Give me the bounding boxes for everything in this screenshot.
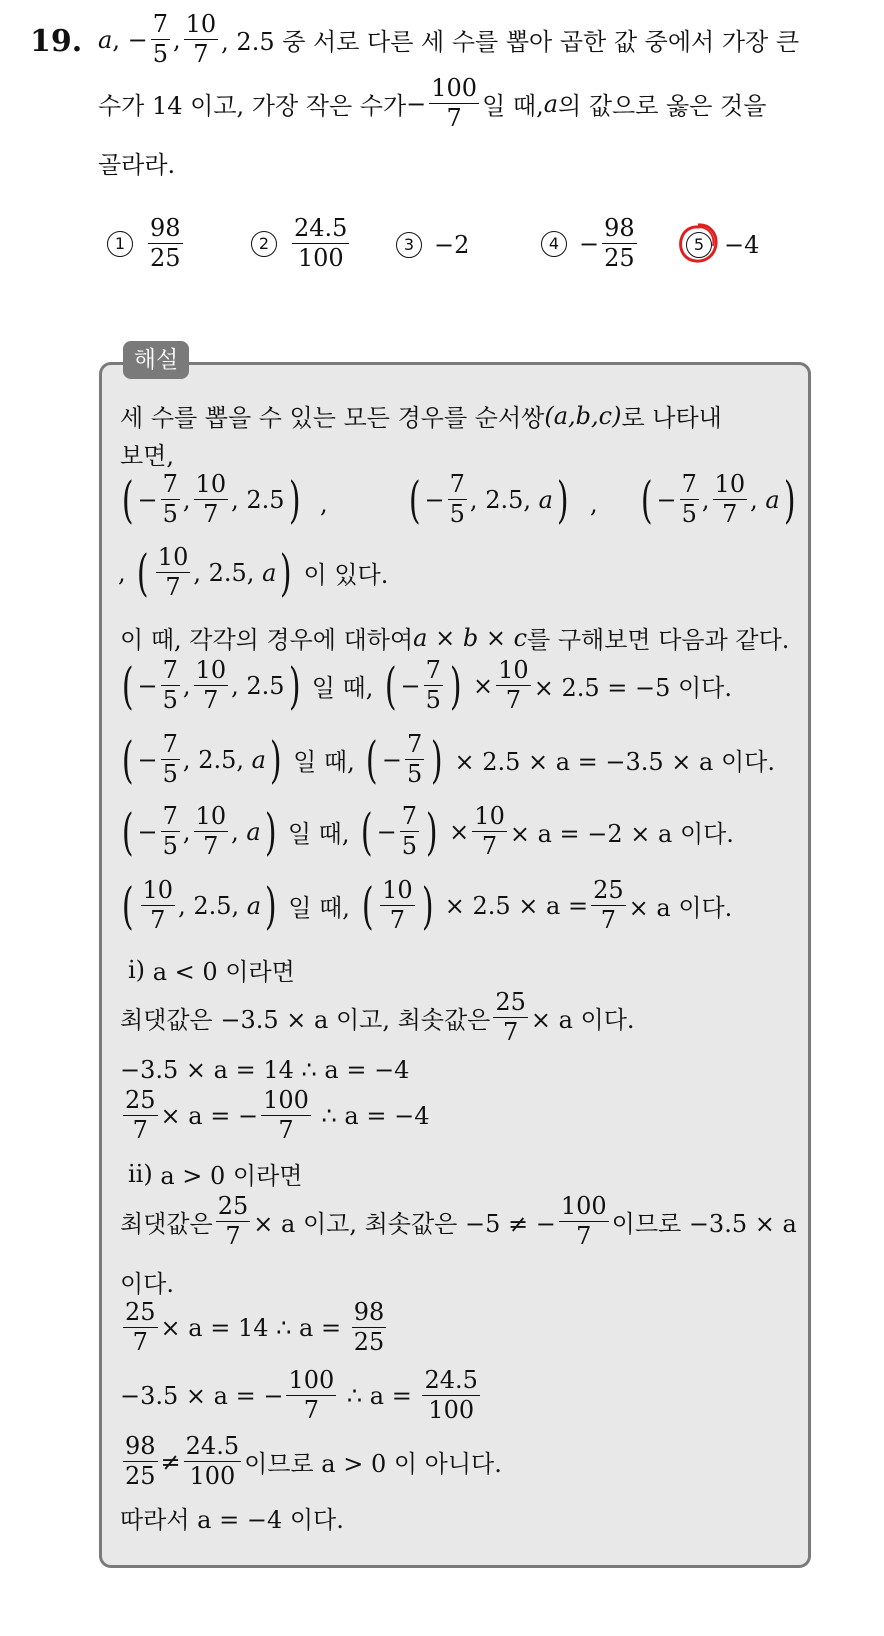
question-line-3: 골라라. [98,151,176,179]
option-2[interactable]: 2 24.5 100 [251,216,352,271]
solution-final: 따라서 a = −4 이다. [120,1506,344,1534]
question-line-1: a , − $\frac{7}{5}$ , 10 7 , 2.5 중 서로 다른 세 수를 뽑아 곱한 값 중에서 가장 큰 [98,10,800,69]
case-i-label: ⅰ) a < 0 이라면 [128,955,295,986]
option-3[interactable]: 3 −2 [396,231,469,259]
calc-line-2: ( − $\frac{7}{5}$ , 2.5 , a ) 일 때, ( − $\frac{7}{5}$ ) × 2.5 × a = −3.5 × a 이다. [121,730,775,789]
option-marker: 4 [541,231,567,257]
calc-line-1: ( − $\frac{7}{5}$ , 10 7 , 2.5 ) 일 때, ( − $\frac{7}{5}$ ) × $\frac{10}{7}$ × 2.5 = −5 이다. [121,656,732,715]
option-1[interactable]: 1 98 25 [107,216,186,271]
case-tuple-1: ( − $\frac{7}{5}$ , 10 7 , 2.5 ) [121,470,301,529]
option-5[interactable]: 5 −4 [686,231,759,259]
option-marker: 5 [686,232,712,258]
case-i-line-3: $\frac{25}{7}$ × a = − $\frac{100}{7}$ ∴ a = −4 [125,1086,430,1145]
option-marker: 2 [251,231,277,257]
case-ii-line-1: 최댓값은 $\frac{25}{7}$ × a 이고, 최솟값은 −5 ≠ − $\frac{100}{7}$ 이므로 −3.5 × a [120,1192,797,1251]
case-ii-line-4: −3.5 × a = − $\frac{100}{7}$ ∴ a = $\frac{24.5}{100}$ [120,1366,478,1425]
case-ii-line-2: 이다. [120,1270,174,1298]
calc-line-4: ( 10 7 , 2.5 , a ) 일 때, ( 10 7 ) × 2.5 × a = $\frac{25}{7}$ × a 이다. [121,876,733,935]
solution-tag: 해설 [123,341,189,379]
option-4[interactable]: 4 − $\frac{98}{25}$ [541,216,640,271]
fraction: 10 7 [185,10,217,69]
solution-intro: 이 때, 각각의 경우에 대하여 a × b × c 를 구해보면 다음과 같다. [120,623,790,654]
case-tuple-4: , ( 10 7 , 2.5 , a ) 이 있다. [118,543,389,602]
question-number: 19. [30,24,83,59]
case-ii-label: ⅱ) a > 0 이라면 [128,1159,303,1190]
separator-comma: , [320,490,328,518]
option-marker: 3 [396,232,422,258]
solution-line-1: 세 수를 뽑을 수 있는 모든 경우를 순서쌍 (a,b,c) 로 나타내 [120,401,722,432]
separator-comma: , [590,490,598,518]
case-i-line-2: −3.5 × a = 14 ∴ a = −4 [120,1056,410,1084]
option-marker: 1 [107,231,133,257]
case-ii-line-5: 98 25 ≠ 24.5 100 이므로 a > 0 이 아니다. [125,1432,502,1491]
case-i-line-1: 최댓값은 −3.5 × a 이고, 최솟값은 $\frac{25}{7}$ × a 이다. [120,988,635,1047]
solution-line-2: 보면, [120,442,174,470]
case-ii-line-3: $\frac{25}{7}$ × a = 14 ∴ a = $\frac{98}{25}$ [125,1298,385,1357]
case-tuple-3: ( − $\frac{7}{5}$ , 10 7 , a ) [640,470,796,529]
fraction: $\frac{7}{5}$ [152,10,168,69]
question-line-2: 수가 14 이고, 가장 작은 수가 − $\frac{100}{7}$ 일 때, a 의 값으로 옳은 것을 [98,74,767,133]
fraction: $\frac{100}{7}$ [431,74,478,133]
calc-line-3: ( − $\frac{7}{5}$ , 10 7 , a ) 일 때, ( − $\frac{7}{5}$ ) × $\frac{10}{7}$ × a = −2 × a 이다. [121,802,734,861]
case-tuple-2: ( − $\frac{7}{5}$ , 2.5 , a ) [408,470,569,529]
selected-answer-circle-icon [676,221,720,265]
